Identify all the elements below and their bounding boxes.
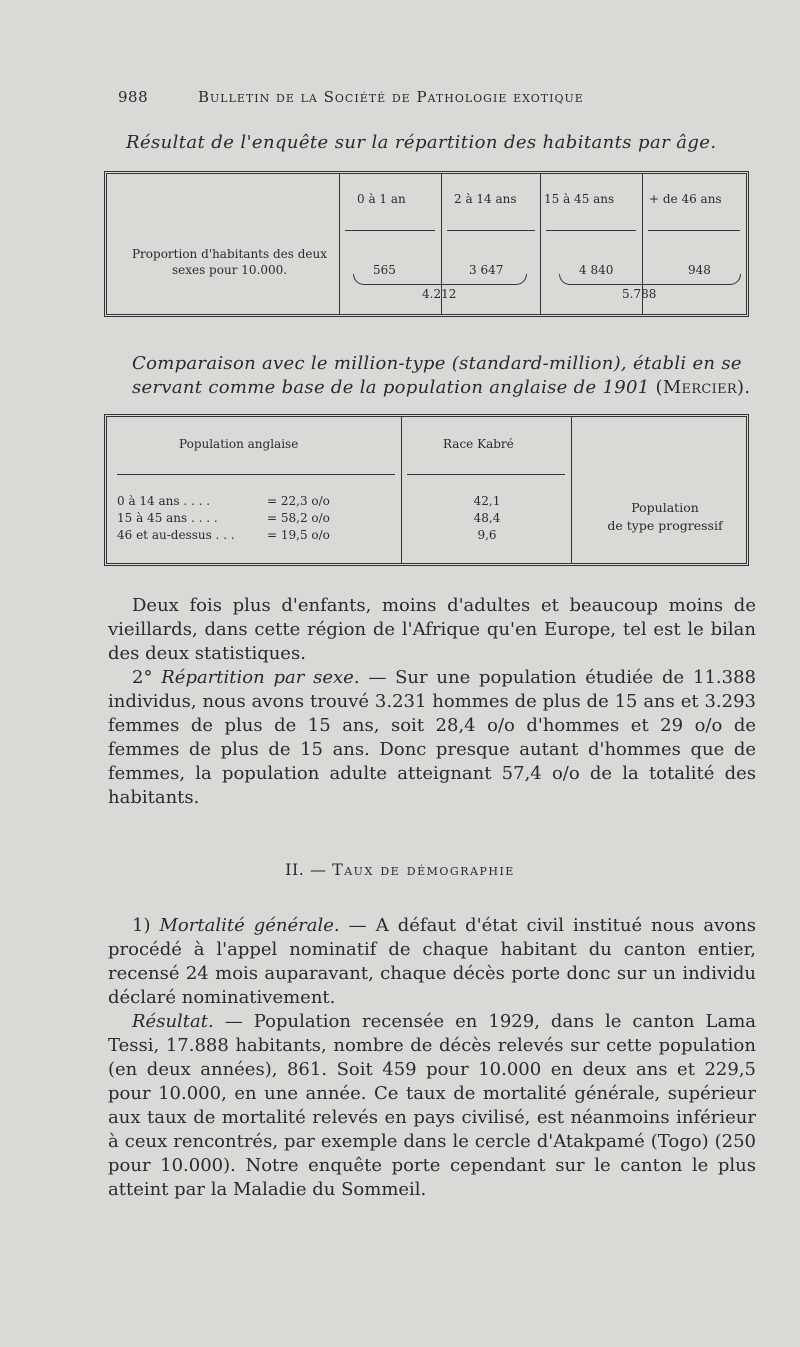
- english-value: = 58,2 o/o: [267, 511, 330, 525]
- paragraph-text: — Population recensée en 1929, dans le canton Lama Tessi, 17.888 habitants, nombre de décès relevés sur cette population (en deux années), 861. Soit 459 pour 10.000 en deux ans et 229,5 pour 10.000, en une année. Ce taux de mortalité générale, supérieur aux taux de mortalité relevés en pays civilisé, est néanmoins inférieur à ceux rencontrés, par exemple dans le cercle d'Atakpamé (Togo) (250 pour 10.000). Notre enquête porte cependant sur le canton le plus atteint par la Maladie du Sommeil.: [108, 1011, 756, 1200]
- paragraph: [108, 914, 756, 1010]
- table1-caption: Résultat de l'enquête sur la répartition des habitants par âge.: [126, 132, 717, 153]
- table1-rule: [546, 230, 636, 231]
- paragraph-title: Résultat.: [132, 1011, 214, 1032]
- standard-million-table: [104, 414, 749, 566]
- table-row: [117, 510, 397, 527]
- paragraph-title: Mortalité générale.: [159, 915, 340, 936]
- kabre-value: 9,6: [477, 528, 497, 542]
- table-row: [117, 493, 397, 510]
- table1-rule: [648, 230, 740, 231]
- age-group: 0 à 14 ans . . . .: [117, 494, 211, 508]
- note-line: de type progressif: [607, 518, 723, 533]
- paragraph-number: 1): [132, 915, 160, 936]
- table1-header: 15 à 45 ans: [544, 192, 615, 206]
- table1-row-label: Proportion d'habitants des deux sexes pour 10.000.: [131, 247, 328, 277]
- table1-brace: [353, 274, 527, 285]
- table2-rule: [117, 474, 395, 475]
- table-row: [117, 527, 397, 544]
- table1-rule: [447, 230, 535, 231]
- paragraph-title: Répartition par sexe.: [161, 667, 360, 688]
- table1-sum: 5.788: [622, 287, 657, 301]
- age-group: 46 et au-dessus . . .: [117, 528, 235, 542]
- table1-divider: [339, 174, 340, 314]
- paragraph: [108, 1010, 756, 1202]
- section-heading: [0, 860, 800, 879]
- table2-rows: [117, 493, 397, 544]
- table2-caption: [132, 352, 772, 400]
- table1-brace: [559, 274, 741, 285]
- table1-value: 4 840: [579, 263, 614, 277]
- note-line: Population: [631, 500, 699, 515]
- paragraph-text: — Sur une population étudiée de 11.388 individus, nous avons trouvé 3.231 hommes de plus de 15 ans et 3.293 femmes de plus de 15 ans, soit 28,4 o/o d'hommes et 29 o/o de femmes de plus de 15 ans. Donc presque autant d'hommes que de femmes, la population adulte atteignant 57,4 o/o de la totalité des habitants.: [108, 667, 756, 808]
- paragraph: [108, 594, 756, 666]
- paragraph-number: 2°: [132, 667, 162, 688]
- page-number: 988: [118, 88, 149, 106]
- table2-caption-line1: Comparaison avec le million-type (standard-million), établi en se: [132, 353, 742, 374]
- table1-value: 565: [373, 263, 396, 277]
- table2-header: Population anglaise: [179, 437, 299, 451]
- table2-divider: [401, 417, 402, 563]
- table1-value: 3 647: [469, 263, 504, 277]
- table2-caption-line2: servant comme base de la population anglaise de 1901: [132, 377, 650, 398]
- table1-header: 2 à 14 ans: [454, 192, 517, 206]
- table1-sum: 4.212: [422, 287, 457, 301]
- table1-header: + de 46 ans: [649, 192, 722, 206]
- paragraph-text: — A défaut d'état civil institué nous avons procédé à l'appel nominatif de chaque habitant du canton entier, recensé 24 mois auparavant, chaque décès porte donc sur un individu déclaré nominativement.: [108, 915, 756, 1008]
- running-title: Bulletin de la Société de Pathologie exotique: [198, 88, 584, 106]
- table2-rule: [407, 474, 565, 475]
- table2-header: Race Kabré: [443, 437, 514, 451]
- english-value: = 22,3 o/o: [267, 494, 330, 508]
- english-value: = 19,5 o/o: [267, 528, 330, 542]
- table1-rule: [345, 230, 435, 231]
- table1-header: 0 à 1 an: [357, 192, 406, 206]
- population-type-note: [585, 499, 745, 535]
- kabre-value: 42,1: [473, 494, 501, 508]
- table1-divider: [540, 174, 541, 314]
- age-group: 15 à 45 ans . . . .: [117, 511, 218, 525]
- kabre-value: 48,4: [473, 511, 501, 525]
- table1-value: 948: [688, 263, 711, 277]
- table2-divider: [571, 417, 572, 563]
- kabre-values: [457, 493, 517, 544]
- paragraph-text: Deux fois plus d'enfants, moins d'adultes et beaucoup moins de vieillards, dans cette région de l'Afrique qu'en Europe, tel est le bilan des deux statistiques.: [108, 595, 756, 664]
- section-number: II. —: [285, 860, 333, 879]
- table2-caption-author: (Mercier).: [655, 377, 751, 398]
- age-distribution-table: [104, 171, 749, 317]
- section-title: Taux de démographie: [332, 860, 515, 879]
- paragraph: [108, 666, 756, 810]
